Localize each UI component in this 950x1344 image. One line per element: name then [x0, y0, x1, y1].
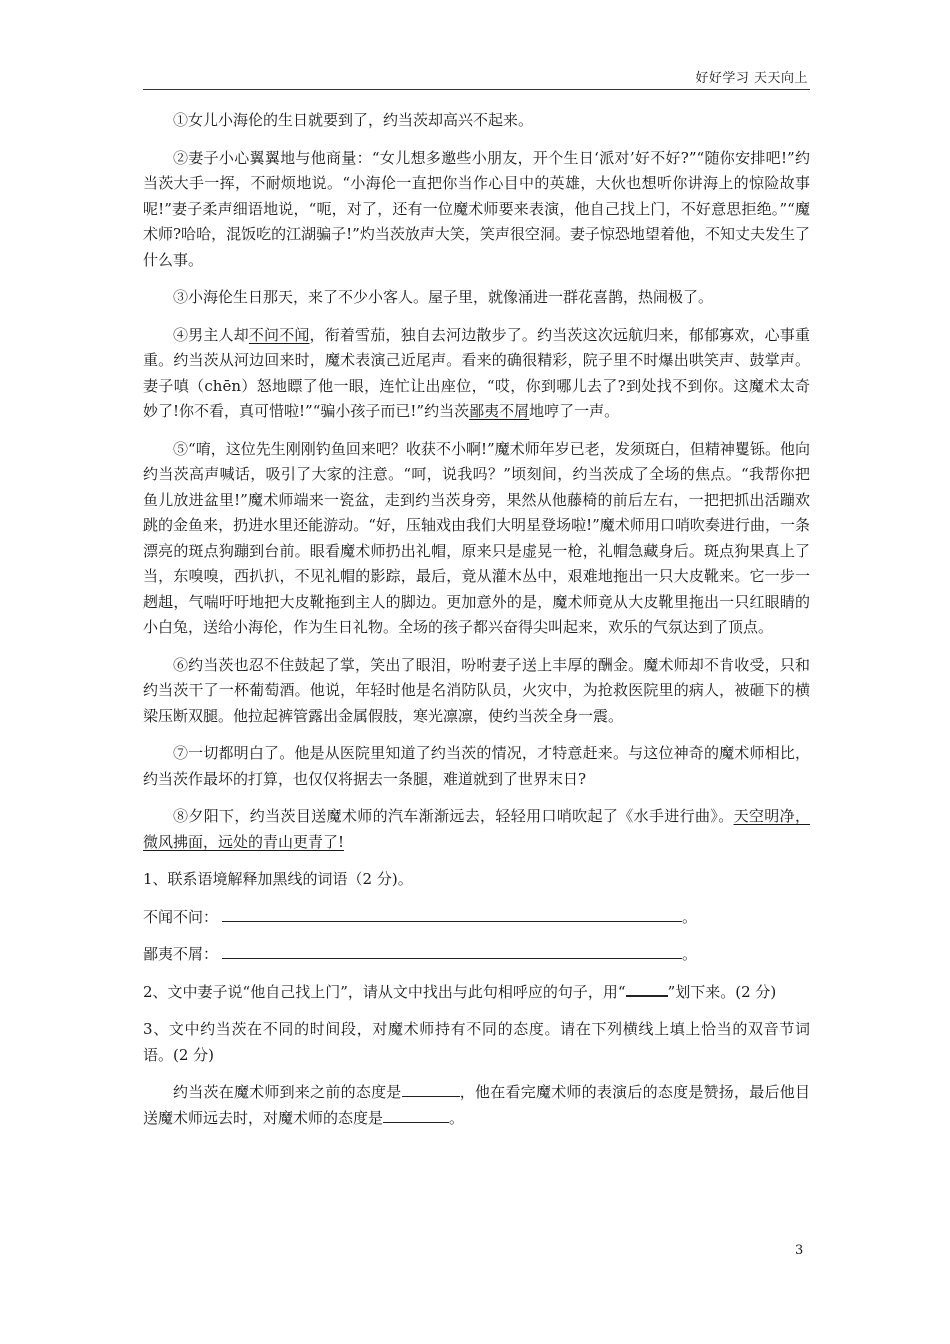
- underline-mark-sample: [626, 981, 668, 997]
- fill-text-b: ，他在看完魔术师的表演后的态度是赞扬，最后他目送魔术师远去时，对魔术师的态度是: [143, 1083, 810, 1127]
- question-1-item-2: [143, 942, 810, 968]
- story-paragraph-5: ⑤“唷，这位先生刚刚钓鱼回来吧？收获不小啊!”魔术师年岁已老，发须斑白，但精神矍铄。他向约当茨高声喊话，吸引了大家的注意。“呵，说我吗？”顷刻间，约当茨成了全场的焦点。“我帮你把鱼儿放进盆里!”魔术师端来一瓷盆，走到约当茨身旁，果然从他藤椅的前后左右，一把把抓出活蹦欢跳的金鱼来，扔进水里还能游动。“好，压轴戏由我们大明星登场啦!”魔术师用口哨吹奏进行曲，一条漂亮的斑点狗蹦到台前。眼看魔术师扔出礼帽，原来只是虚晃一枪，礼帽急藏身后。斑点狗果真上了当，东嗅嗅，西扒扒，不见礼帽的影踪，最后，竟从灌木丛中，艰难地拖出一只大皮靴来。它一步一趔趄，气喘吁吁地把大皮靴拖到主人的脚边。更加意外的是，魔术师竟从大皮靴里拖出一只红眼睛的小白兔，送给小海伦，作为生日礼物。全场的孩子都兴奋得尖叫起来，欢乐的气氛达到了顶点。: [143, 439, 810, 636]
- story-paragraph-6: ⑥约当茨也忍不住鼓起了掌，笑出了眼泪，吩咐妻子送上丰厚的酬金。魔术师却不肯收受，只和约当茨干了一杯葡萄酒。他说，年轻时他是名消防队员，火灾中，为抢救医院里的病人，被砸下的横梁压断双腿。他拉起裤管露出金属假肢，寒光凛凛，使约当茨全身一震。: [143, 655, 810, 725]
- paragraph-4-text-c: 地哼了一声。: [529, 402, 620, 420]
- answer-blank-4[interactable]: [383, 1106, 449, 1123]
- underlined-term-1: 不问不闻: [248, 325, 310, 344]
- page-header: [143, 62, 810, 90]
- paragraph-8-text: ⑧夕阳下，约当茨目送魔术师的汽车渐渐远去，轻轻用口哨吹起了《水手进行曲》。: [173, 807, 734, 825]
- story-paragraph-4: [143, 323, 810, 425]
- answer-blank-1[interactable]: [222, 905, 682, 922]
- header-motto: 好好学习 天天向上: [695, 71, 808, 86]
- question-1: 1、联系语境解释加黑线的词语（2 分)。: [143, 870, 413, 888]
- paragraph-4-text-b: ，衔着雪茄，独自去河边散步了。约当茨这次远航归来，郁郁寡欢，心事重重。约当茨从河边回来时，魔术表演己近尾声。看来的确很精彩，院子里不时爆出哄笑声、鼓掌声。妻子嗔（chēn）怒地瞟了他一眼，连忙让出座位，“哎，你到哪儿去了?到处找不到你。这魔术太奇妙了!你不看，真可惜啦!”“骗小孩子而已!”约当茨: [143, 325, 810, 420]
- question-3-fill: [143, 1080, 810, 1131]
- item-1-period: 。: [682, 907, 698, 926]
- fill-text-c: 。: [449, 1108, 465, 1127]
- answer-blank-2[interactable]: [222, 942, 682, 959]
- story-paragraph-2: ②妻子小心翼翼地与他商量：“女儿想多邀些小朋友，开个生日‘派对’好不好?”“随你安排吧!”约当茨大手一挥，不耐烦地说。“小海伦一直把你当作心目中的英雄，大伙也想听你讲海上的惊险故事呢!”妻子柔声细语地说，“呃，对了，还有一位魔术师要来表演，他自己找上门，不好意思拒绝。”“魔术师?哈哈，混饭吃的江湖骗子!”灼当茨放声大笑，笑声很空洞。妻子惊恐地望着他，不知丈夫发生了什么事。: [143, 148, 810, 269]
- answer-blank-3[interactable]: [402, 1080, 460, 1097]
- story-paragraph-3: ③小海伦生日那天，来了不少小客人。屋子里，就像涌进一群花喜鹊，热闹极了。: [173, 288, 714, 306]
- question-2: [143, 980, 810, 1006]
- item-2-period: 。: [682, 945, 698, 963]
- question-3: 3、文中约当茨在不同的时间段，对魔术师持有不同的态度。请在下列横线上填上恰当的双音节词语。(2 分): [143, 1020, 810, 1064]
- question-2-text-a: 2、文中妻子说“他自己找上门”，请从文中找出与此句相呼应的句子，用“: [143, 982, 626, 1001]
- question-1-item-1: [143, 905, 810, 931]
- item-2-label: 鄙夷不屑：: [143, 945, 219, 963]
- story-paragraph-8: [143, 804, 810, 855]
- question-2-text-b: ”划下来。(2 分): [667, 982, 777, 1001]
- item-1-label: 不闻不问：: [143, 907, 219, 926]
- document-body: [143, 108, 810, 1143]
- page-number: 3: [795, 1243, 804, 1258]
- underlined-sentence: 天空明净，微风拂面，远处的青山更青了!: [143, 807, 810, 851]
- underlined-term-2: 鄙夷不屑: [469, 402, 530, 420]
- fill-text-a: 约当茨在魔术师到来之前的态度是: [173, 1083, 402, 1101]
- story-paragraph-1: ①女儿小海伦的生日就要到了，约当茨却高兴不起来。: [173, 111, 534, 129]
- story-paragraph-7: ⑦一切都明白了。他是从医院里知道了约当茨的情况，才特意赶来。与这位神奇的魔术师相比，约当茨作最坏的打算，也仅仅将据去一条腿，难道就到了世界末日?: [143, 744, 810, 788]
- paragraph-4-text-a: ④男主人却: [173, 325, 249, 344]
